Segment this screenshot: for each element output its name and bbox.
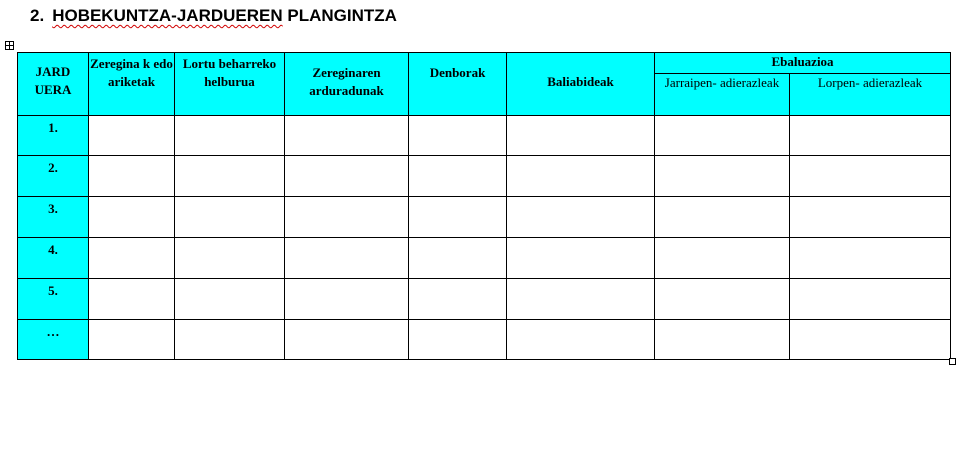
- table-cell[interactable]: [89, 197, 175, 238]
- table-cell[interactable]: [790, 238, 951, 279]
- header-arduradunak: Zereginaren arduradunak: [285, 53, 409, 116]
- row-label: 2.: [18, 156, 89, 197]
- header-baliabideak: Baliabideak: [507, 53, 655, 116]
- section-number: 2.: [30, 6, 45, 25]
- table-cell[interactable]: [655, 116, 790, 156]
- table-cell[interactable]: [655, 197, 790, 238]
- table-cell[interactable]: [655, 156, 790, 197]
- table-cell[interactable]: [175, 197, 285, 238]
- row-label: …: [18, 320, 89, 360]
- table-cell[interactable]: [655, 279, 790, 320]
- table-row: [18, 116, 951, 156]
- planning-table: [17, 52, 951, 360]
- table-cell[interactable]: [89, 279, 175, 320]
- header-lorpen: Lorpen- adierazleak: [790, 73, 951, 115]
- table-cell[interactable]: [790, 156, 951, 197]
- table-cell[interactable]: [89, 320, 175, 360]
- row-label: 3.: [18, 197, 89, 238]
- row-label: 5.: [18, 279, 89, 320]
- table-row: [18, 197, 951, 238]
- table-cell[interactable]: [285, 320, 409, 360]
- table-cell[interactable]: [507, 279, 655, 320]
- table-cell[interactable]: [285, 156, 409, 197]
- table-cell[interactable]: [175, 156, 285, 197]
- table-resize-handle-icon[interactable]: [949, 358, 956, 365]
- table-cell[interactable]: [175, 116, 285, 156]
- table-cell[interactable]: [409, 320, 507, 360]
- section-title-text: HOBEKUNTZA-JARDUEREN: [52, 6, 283, 25]
- header-lortu: Lortu beharreko helburua: [175, 53, 285, 116]
- table-cell[interactable]: [409, 156, 507, 197]
- table-cell[interactable]: [89, 238, 175, 279]
- table-cell[interactable]: [175, 279, 285, 320]
- table-cell[interactable]: [655, 320, 790, 360]
- table-cell[interactable]: [285, 238, 409, 279]
- table-cell[interactable]: [790, 279, 951, 320]
- table-cell[interactable]: [507, 156, 655, 197]
- section-title-text-rest: PLANGINTZA: [282, 6, 397, 25]
- header-ebaluazioa: Ebaluazioa: [655, 53, 951, 74]
- table-row: [18, 156, 951, 197]
- table-cell[interactable]: [507, 116, 655, 156]
- table-cell[interactable]: [790, 116, 951, 156]
- section-title: [30, 6, 397, 26]
- table-cell[interactable]: [507, 320, 655, 360]
- table-cell[interactable]: [655, 238, 790, 279]
- table-row: [18, 238, 951, 279]
- table-cell[interactable]: [409, 279, 507, 320]
- table-cell[interactable]: [507, 238, 655, 279]
- header-zereginak: Zeregina k edo ariketak: [89, 53, 175, 116]
- table-move-handle-icon[interactable]: [5, 41, 14, 50]
- table-cell[interactable]: [790, 197, 951, 238]
- row-label: 4.: [18, 238, 89, 279]
- table-cell[interactable]: [175, 238, 285, 279]
- table-cell[interactable]: [507, 197, 655, 238]
- table-row: [18, 320, 951, 360]
- table-cell[interactable]: [409, 238, 507, 279]
- row-label: 1.: [18, 116, 89, 156]
- table-cell[interactable]: [409, 116, 507, 156]
- table-cell[interactable]: [285, 116, 409, 156]
- table-cell[interactable]: [790, 320, 951, 360]
- header-jarduera: JARD UERA: [18, 53, 89, 116]
- header-denborak: Denborak: [409, 53, 507, 116]
- table-cell[interactable]: [285, 279, 409, 320]
- table-cell[interactable]: [175, 320, 285, 360]
- table-cell[interactable]: [89, 156, 175, 197]
- table-cell[interactable]: [285, 197, 409, 238]
- header-jarraipen: Jarraipen- adierazleak: [655, 73, 790, 115]
- table-row: [18, 279, 951, 320]
- table-cell[interactable]: [89, 116, 175, 156]
- table-cell[interactable]: [409, 197, 507, 238]
